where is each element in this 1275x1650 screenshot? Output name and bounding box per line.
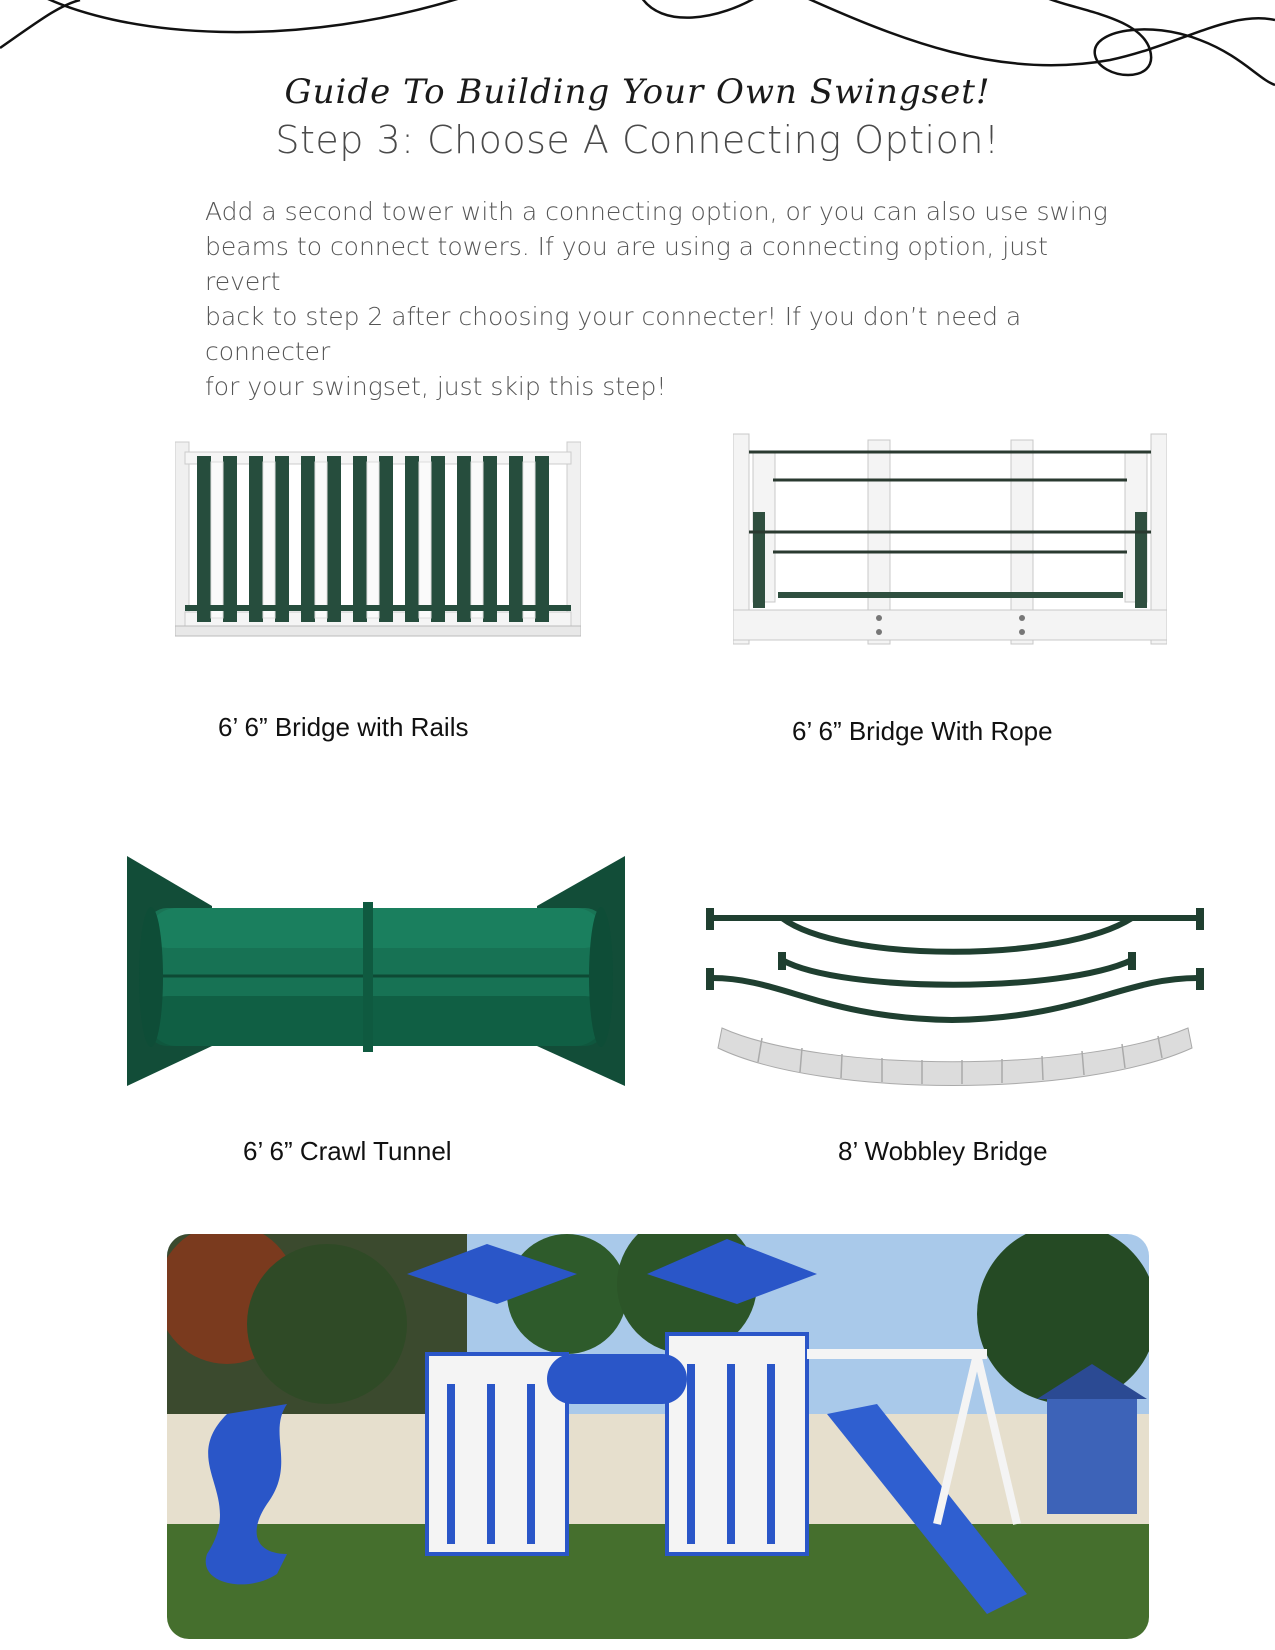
option-label: 6’ 6” Bridge with Rails bbox=[218, 712, 469, 742]
bridge-with-rails-image bbox=[175, 432, 581, 652]
option-label: 6’ 6” Bridge With Rope bbox=[792, 716, 1053, 746]
wobbley-bridge-image bbox=[702, 898, 1208, 1098]
page-title: Guide To Building Your Own Swingset! bbox=[284, 72, 991, 112]
intro-paragraph bbox=[205, 194, 1125, 404]
option-label: 6’ 6” Crawl Tunnel bbox=[243, 1136, 452, 1166]
crawl-tunnel-image bbox=[127, 856, 625, 1092]
step-heading: Step 3: Choose A Connecting Option! bbox=[275, 118, 1000, 162]
bridge-with-rope-image bbox=[733, 432, 1167, 654]
intro-line: beams to connect towers. If you are using a connecting option, just revert bbox=[205, 232, 1048, 296]
option-label: 8’ Wobbley Bridge bbox=[838, 1136, 1048, 1166]
intro-line: Add a second tower with a connecting option, or you can also use swing bbox=[205, 197, 1108, 226]
intro-line: for your swingset, just skip this step! bbox=[205, 372, 667, 401]
intro-line: back to step 2 after choosing your connecter! If you don’t need a connecter bbox=[205, 302, 1022, 366]
playset-photo bbox=[167, 1234, 1149, 1639]
